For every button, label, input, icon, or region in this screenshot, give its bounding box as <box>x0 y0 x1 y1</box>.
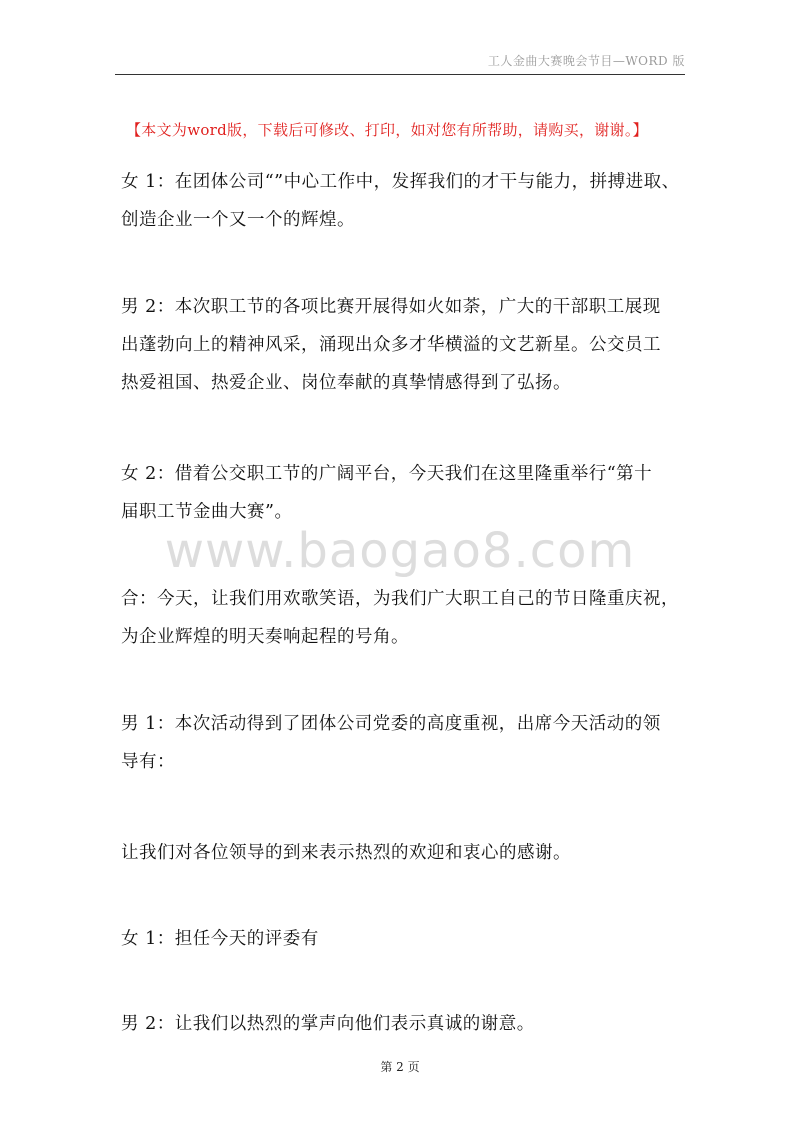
paragraph-line: 创造企业一个又一个的辉煌。 <box>121 210 355 230</box>
page-header: 工人金曲大赛晚会节目—WORD 版 <box>487 54 685 68</box>
paragraph-line: 女 1：在团体公司“”中心工作中，发挥我们的才干与能力，拼搏进取、 <box>121 172 680 192</box>
paragraph <box>121 1005 691 1043</box>
paragraph-line: 让我们对各位领导的到来表示热烈的欢迎和衷心的感谢。 <box>121 843 571 863</box>
paragraph-line: 女 2：借着公交职工节的广阔平台，今天我们在这里隆重举行“第十 <box>121 464 653 484</box>
watermark: www.baogao8.com <box>164 523 636 579</box>
paragraph-line: 男 2：本次职工节的各项比赛开展得如火如荼，广大的干部职工展现 <box>121 297 661 317</box>
paragraph <box>121 705 691 781</box>
paragraph <box>121 580 691 656</box>
page-number: 第 2 页 <box>380 1060 420 1074</box>
paragraph-line: 男 2：让我们以热烈的掌声向他们表示真诚的谢意。 <box>121 1014 535 1034</box>
paragraph <box>121 455 691 531</box>
paragraph <box>121 288 691 402</box>
paragraph-line: 导有： <box>121 752 175 772</box>
paragraph-line: 女 1：担任今天的评委有 <box>121 929 319 949</box>
paragraph-line: 为企业辉煌的明天奏响起程的号角。 <box>121 627 409 647</box>
paragraph-line: 热爱祖国、热爱企业、岗位奉献的真挚情感得到了弘扬。 <box>121 373 571 393</box>
paragraph <box>121 834 691 872</box>
header-divider <box>115 74 685 75</box>
paragraph-line: 男 1：本次活动得到了团体公司党委的高度重视，出席今天活动的领 <box>121 714 661 734</box>
paragraph <box>121 163 691 239</box>
paragraph-line: 出蓬勃向上的精神风采，涌现出众多才华横溢的文艺新星。公交员工 <box>121 335 661 355</box>
paragraph-line: 合：今天，让我们用欢歌笑语，为我们广大职工自己的节日隆重庆祝， <box>121 589 679 609</box>
download-notice: 【本文为word版，下载后可修改、打印，如对您有所帮助，请购买，谢谢。】 <box>126 121 648 139</box>
paragraph-line: 届职工节金曲大赛”。 <box>121 502 293 522</box>
paragraph <box>121 920 691 958</box>
